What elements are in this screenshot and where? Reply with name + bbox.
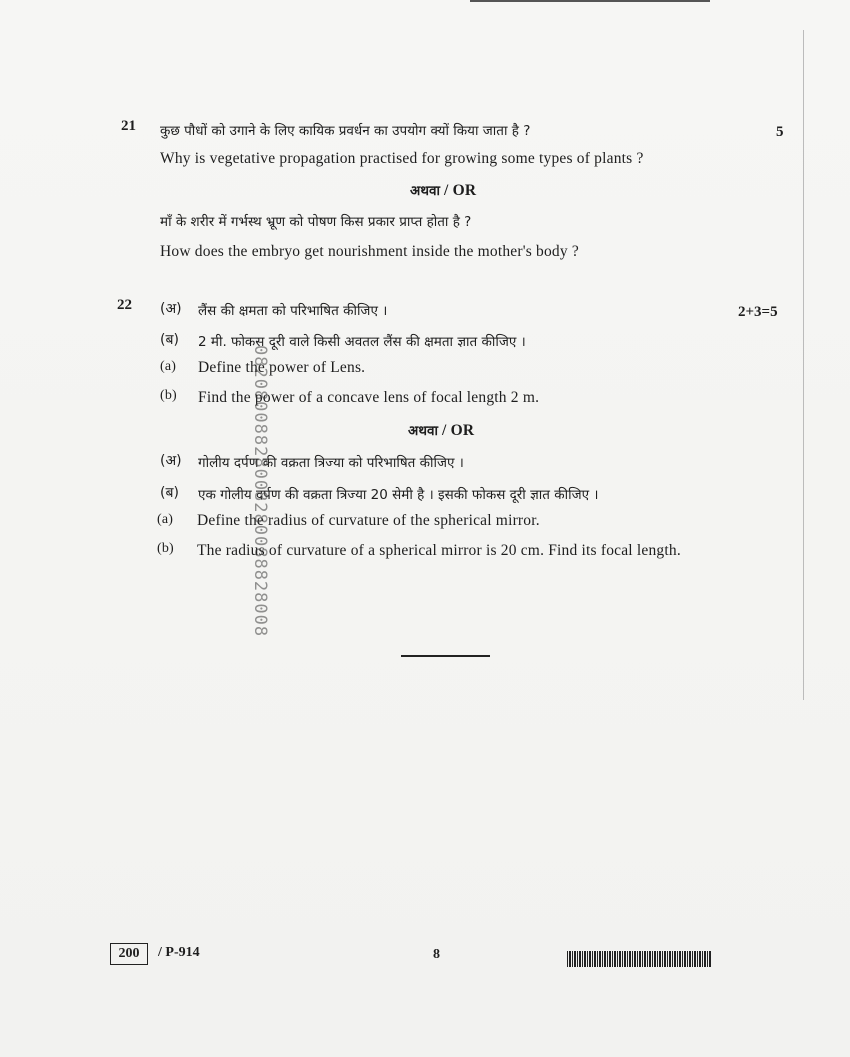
part-a-english: Define the power of Lens. bbox=[198, 359, 366, 376]
part-b-english: Find the power of a concave lens of focal length 2 m. bbox=[198, 389, 540, 406]
question-21-english: Why is vegetative propagation practised for growing some types of plants ? bbox=[160, 150, 644, 167]
question-21-number: 21 bbox=[121, 118, 136, 134]
question-21-or-divider bbox=[410, 181, 476, 200]
page-edge-line bbox=[803, 30, 804, 700]
or-english: / OR bbox=[437, 422, 475, 439]
question-21-hindi: कुछ पौधों को उगाने के लिए कायिक प्रवर्धन का उपयोग क्यों किया जाता है ? bbox=[160, 123, 531, 139]
barcode-icon bbox=[567, 951, 712, 967]
alt-part-b-hindi: एक गोलीय दर्पण की वक्रता त्रिज्या 20 सेमी है । इसकी फोकस दूरी ज्ञात कीजिए । bbox=[198, 487, 599, 503]
question-21-marks: 5 bbox=[776, 124, 784, 140]
or-english: / OR bbox=[439, 182, 477, 199]
question-21-alt-hindi: माँ के शरीर में गर्भस्थ भ्रूण को पोषण किस प्रकार प्राप्त होता है ? bbox=[160, 214, 472, 230]
question-22-marks: 2+3=5 bbox=[738, 304, 778, 320]
alt-part-a-english: Define the radius of curvature of the spherical mirror. bbox=[197, 512, 540, 529]
alt-part-b-english-label: (b) bbox=[157, 541, 174, 556]
alt-part-a-english-label: (a) bbox=[157, 512, 174, 527]
part-a-english-label: (a) bbox=[160, 359, 177, 374]
alt-part-a-hindi-label: (अ) bbox=[160, 453, 182, 469]
part-b-hindi: 2 मी. फोकस दूरी वाले किसी अवतल लैंस की क्षमता ज्ञात कीजिए । bbox=[198, 334, 526, 350]
question-22-number: 22 bbox=[117, 297, 132, 313]
part-b-english-label: (b) bbox=[160, 388, 177, 403]
alt-part-a-hindi: गोलीय दर्पण की वक्रता त्रिज्या को परिभाषित कीजिए । bbox=[198, 455, 464, 471]
or-hindi: अथवा bbox=[410, 183, 440, 199]
watermark-serial: 08208008828008280088828008 bbox=[250, 345, 270, 638]
footer-paper-code: / P-914 bbox=[158, 945, 200, 960]
or-hindi: अथवा bbox=[408, 423, 438, 439]
part-b-hindi-label: (ब) bbox=[160, 332, 179, 348]
question-22-or-divider bbox=[408, 421, 474, 440]
alt-part-b-english: The radius of curvature of a spherical mirror is 20 cm. Find its focal length. bbox=[197, 542, 681, 559]
part-a-hindi: लैंस की क्षमता को परिभाषित कीजिए । bbox=[198, 303, 388, 319]
top-rule bbox=[470, 0, 710, 2]
alt-part-b-hindi-label: (ब) bbox=[160, 485, 179, 501]
footer-count-box: 200 bbox=[110, 943, 148, 965]
part-a-hindi-label: (अ) bbox=[160, 301, 182, 317]
page-number: 8 bbox=[433, 947, 440, 962]
end-of-questions-rule bbox=[401, 655, 490, 657]
question-21-alt-english: How does the embryo get nourishment inside the mother's body ? bbox=[160, 243, 579, 260]
